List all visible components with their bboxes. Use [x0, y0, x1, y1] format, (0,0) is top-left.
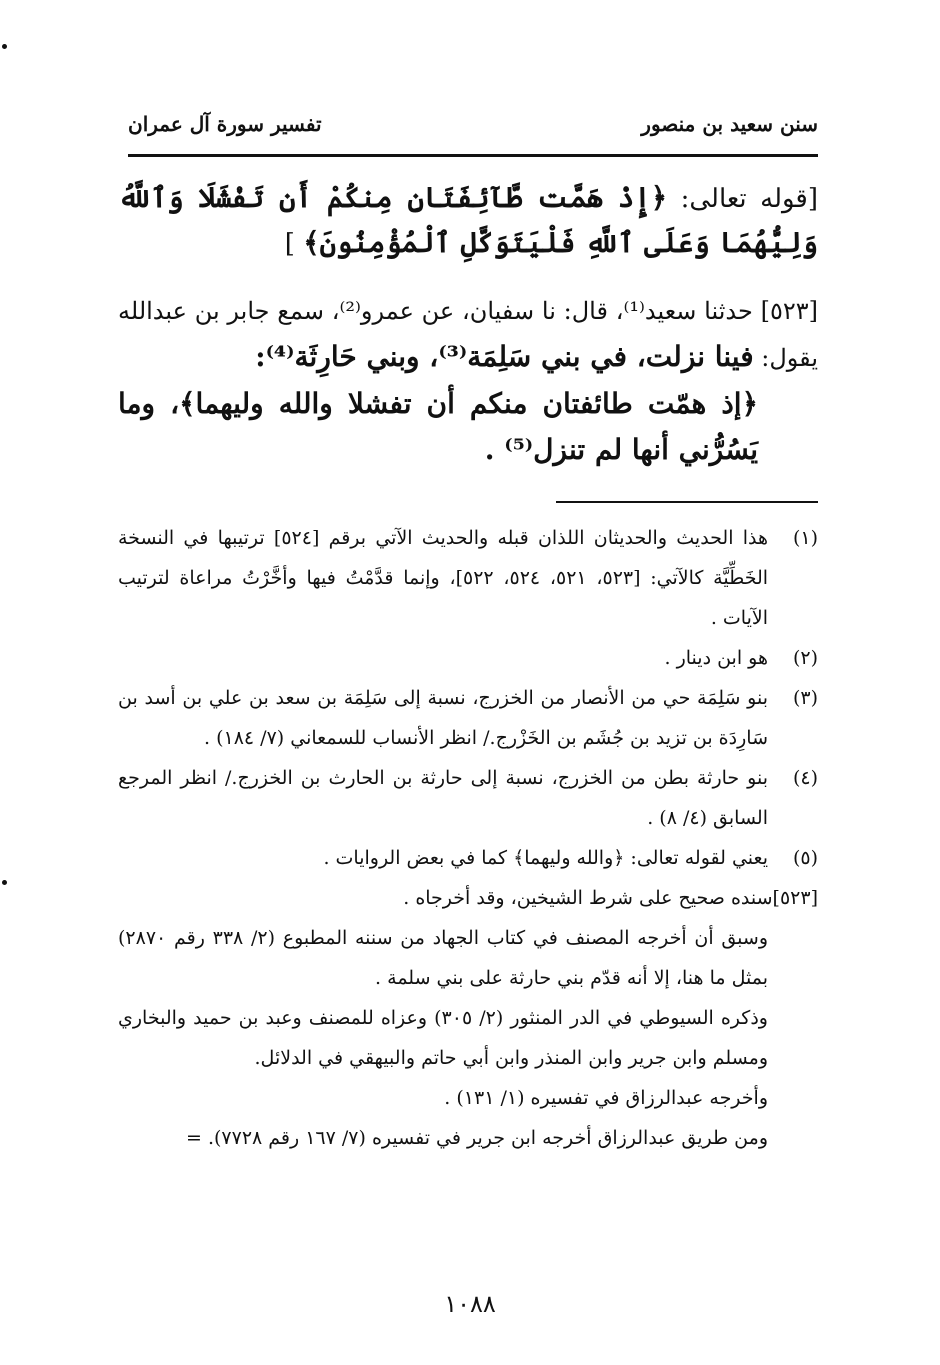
verse-prefix: [قوله تعالى:: [667, 184, 818, 214]
footnote-separator: [556, 501, 818, 503]
footnote-text: هذا الحديث والحديثان اللذان قبله والحديث الآتي برقم [٥٢٤] ترتيبها في النسخة الخَطِّيَّة كالآتي: [٥٢٣، ٥٢١، ٥٢٤، ٥٢٢]، وإنما قدَّمْتُ فيها وأخَّرْتُ مراعاة لترتيب الآيات .: [118, 527, 769, 629]
footnote-2: [118, 638, 818, 678]
footnote-text: هو ابن دينار .: [664, 647, 768, 669]
footnote-text: بنو سَلِمَة حي من الأنصار من الخزرج، نسبة إلى سَلِمَة بن سعد بن علي بن أسد بن سَارِدَة بن تزيد بن جُشَم بن الخَزْرج./ انظر الأنساب للسمعاني (٧/ ١٨٤) .: [118, 687, 768, 749]
takhrij-paragraph: وأخرجه عبدالرزاق في تفسيره (١/ ١٣١) .: [444, 1087, 768, 1109]
verse-heading: [118, 176, 818, 266]
margin-mark: [2, 880, 7, 885]
takhrij-lead: [٥٢٣]سنده صحيح على شرط الشيخين، وقد أخرجاه .: [403, 887, 818, 909]
footnote-number: (٤): [792, 767, 818, 789]
takhrij-paragraph: ومن طريق عبدالرزاق أخرجه ابن جرير في تفسيره (٧/ ١٦٧ رقم ٧٧٢٨). =: [185, 1127, 768, 1149]
hadith-number: [٥٢٣]: [760, 297, 818, 325]
takhrij-paragraph: وسبق أن أخرجه المصنف في كتاب الجهاد من سننه المطبوع (٢/ ٣٣٨ رقم ٢٨٧٠) بمثل ما هنا، إلا أنه قدّم بني حارثة على بني سلمة .: [118, 927, 768, 989]
running-header: [128, 112, 818, 146]
quran-verse: ﴿إِذْ هَمَّت طَّآئِفَتَانِ مِنكُمْ أَن تَفْشَلَا وَٱللَّهُ وَلِيُّهُمَا وَعَلَى ٱللَّهِ فَلْيَتَوَكَّلِ ٱلْمُؤْمِنُونَ﴾: [118, 181, 818, 259]
footnote-3: [118, 678, 818, 758]
book-title: سنن سعيد بن منصور: [641, 112, 818, 136]
footnote-number: (٢): [792, 647, 818, 669]
footnote-number: (٥): [792, 847, 818, 869]
takhrij-paragraph: وذكره السيوطي في الدر المنثور (٢/ ٣٠٥) وعزاه للمصنف وعبد بن حميد والبخاري ومسلم وابن جرير وابن المنذر وابن أبي حاتم والبيهقي في الدلائل.: [118, 1007, 768, 1069]
hadith-text: [118, 288, 818, 473]
verse-suffix: ]: [284, 229, 304, 259]
hadith-matn: فينا نزلت، في بني سَلِمَة⁽³⁾، وبني حَارِثَة⁽⁴⁾:: [255, 340, 754, 373]
footnote-1: [118, 518, 818, 638]
section-title: تفسير سورة آل عمران: [128, 112, 322, 136]
footnote-text: بنو حارثة بطن من الخزرج، نسبة إلى حارثة بن الحارث بن الخزرج./ انظر المرجع السابق (٤/ ٨) .: [118, 767, 768, 829]
hadith-matn-verse: ﴿إذ همّت طائفتان منكم أن تفشلا والله وليهما﴾، وما يَسُرُّني أنها لم تنزل⁽⁵⁾ .: [118, 387, 758, 466]
footnotes: [118, 518, 818, 1158]
footnote-4: [118, 758, 818, 838]
footnote-5: [118, 838, 818, 878]
footnote-number: (١): [792, 527, 818, 549]
footnote-text: يعني لقوله تعالى: ﴿والله وليهما﴾ كما في بعض الروايات .: [323, 847, 768, 869]
header-rule: [128, 154, 818, 157]
footnote-number: (٣): [792, 687, 818, 709]
hadith-isnad: حدثنا سعيد⁽¹⁾، قال: نا سفيان، عن عمرو⁽²⁾، سمع جابر بن عبدالله يقول:: [118, 297, 818, 372]
takhrij-body: [118, 918, 818, 1158]
margin-mark: [2, 44, 7, 49]
page-number: ١٠٨٨: [444, 1290, 496, 1318]
